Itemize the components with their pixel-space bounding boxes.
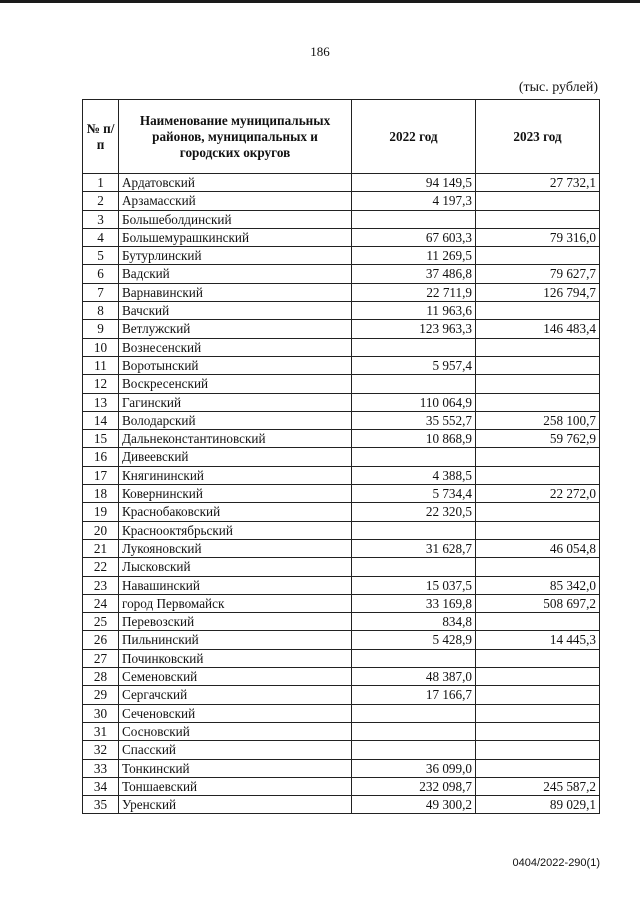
row-number: 21 [83, 539, 119, 557]
value-2022 [352, 521, 476, 539]
district-name: город Первомайск [119, 594, 352, 612]
district-name: Дальнеконстантиновский [119, 430, 352, 448]
row-number: 22 [83, 558, 119, 576]
table-row [83, 283, 600, 301]
value-2022: 49 300,2 [352, 796, 476, 814]
district-name: Лысковский [119, 558, 352, 576]
table-row [83, 539, 600, 557]
row-number: 26 [83, 631, 119, 649]
district-name: Пильнинский [119, 631, 352, 649]
row-number: 19 [83, 503, 119, 521]
district-name: Ардатовский [119, 174, 352, 192]
table-row [83, 521, 600, 539]
value-2022: 5 957,4 [352, 356, 476, 374]
table-row [83, 503, 600, 521]
district-name: Дивеевский [119, 448, 352, 466]
value-2023: 79 316,0 [476, 228, 600, 246]
value-2023 [476, 558, 600, 576]
header-2022: 2022 год [352, 100, 476, 174]
row-number: 24 [83, 594, 119, 612]
value-2023 [476, 192, 600, 210]
row-number: 34 [83, 777, 119, 795]
district-name: Вадский [119, 265, 352, 283]
value-2023: 89 029,1 [476, 796, 600, 814]
district-name: Воротынский [119, 356, 352, 374]
table-row [83, 174, 600, 192]
header-number: № п/п [83, 100, 119, 174]
value-2023 [476, 521, 600, 539]
table-row [83, 631, 600, 649]
value-2023 [476, 393, 600, 411]
value-2022: 22 711,9 [352, 283, 476, 301]
value-2022: 10 868,9 [352, 430, 476, 448]
district-name: Тоншаевский [119, 777, 352, 795]
district-name: Большемурашкинский [119, 228, 352, 246]
value-2023: 146 483,4 [476, 320, 600, 338]
district-name: Воскресенский [119, 375, 352, 393]
row-number: 27 [83, 649, 119, 667]
value-2023: 126 794,7 [476, 283, 600, 301]
value-2022: 4 388,5 [352, 466, 476, 484]
district-name: Арзамасский [119, 192, 352, 210]
value-2023 [476, 356, 600, 374]
row-number: 14 [83, 411, 119, 429]
row-number: 17 [83, 466, 119, 484]
table-row [83, 228, 600, 246]
value-2022: 31 628,7 [352, 539, 476, 557]
row-number: 9 [83, 320, 119, 338]
table-row [83, 430, 600, 448]
value-2022: 5 734,4 [352, 485, 476, 503]
value-2022: 67 603,3 [352, 228, 476, 246]
value-2022 [352, 338, 476, 356]
value-2022: 15 037,5 [352, 576, 476, 594]
row-number: 15 [83, 430, 119, 448]
budget-table [82, 99, 600, 814]
district-name: Краснобаковский [119, 503, 352, 521]
value-2023: 46 054,8 [476, 539, 600, 557]
value-2022: 110 064,9 [352, 393, 476, 411]
table-row [83, 777, 600, 795]
table-row [83, 265, 600, 283]
district-name: Сосновский [119, 722, 352, 740]
table-row [83, 247, 600, 265]
district-name: Княгининский [119, 466, 352, 484]
table-row [83, 210, 600, 228]
value-2022: 11 963,6 [352, 302, 476, 320]
value-2023: 27 732,1 [476, 174, 600, 192]
district-name: Тонкинский [119, 759, 352, 777]
district-name: Уренский [119, 796, 352, 814]
value-2022: 4 197,3 [352, 192, 476, 210]
value-2022 [352, 448, 476, 466]
value-2022: 5 428,9 [352, 631, 476, 649]
value-2022 [352, 375, 476, 393]
row-number: 31 [83, 722, 119, 740]
top-border-line [0, 0, 640, 3]
header-2023: 2023 год [476, 100, 600, 174]
row-number: 32 [83, 741, 119, 759]
row-number: 10 [83, 338, 119, 356]
value-2022: 35 552,7 [352, 411, 476, 429]
district-name: Большеболдинский [119, 210, 352, 228]
district-name: Спасский [119, 741, 352, 759]
district-name: Перевозский [119, 613, 352, 631]
value-2022: 11 269,5 [352, 247, 476, 265]
table-row [83, 668, 600, 686]
row-number: 6 [83, 265, 119, 283]
value-2022: 94 149,5 [352, 174, 476, 192]
value-2023 [476, 448, 600, 466]
value-2023 [476, 649, 600, 667]
table-row [83, 759, 600, 777]
value-2022: 37 486,8 [352, 265, 476, 283]
row-number: 23 [83, 576, 119, 594]
row-number: 28 [83, 668, 119, 686]
value-2022: 123 963,3 [352, 320, 476, 338]
table-row [83, 576, 600, 594]
value-2022: 36 099,0 [352, 759, 476, 777]
row-number: 3 [83, 210, 119, 228]
value-2023 [476, 302, 600, 320]
value-2023 [476, 338, 600, 356]
value-2023: 79 627,7 [476, 265, 600, 283]
table-row [83, 411, 600, 429]
value-2023 [476, 375, 600, 393]
table-row [83, 594, 600, 612]
value-2023: 59 762,9 [476, 430, 600, 448]
table-row [83, 320, 600, 338]
value-2022: 834,8 [352, 613, 476, 631]
district-name: Ветлужский [119, 320, 352, 338]
table-row [83, 649, 600, 667]
table-row [83, 613, 600, 631]
value-2023: 22 272,0 [476, 485, 600, 503]
table-row [83, 466, 600, 484]
value-2023: 85 342,0 [476, 576, 600, 594]
district-name: Починковский [119, 649, 352, 667]
table-row [83, 375, 600, 393]
value-2023 [476, 247, 600, 265]
value-2023 [476, 741, 600, 759]
value-2023 [476, 668, 600, 686]
page-number: 186 [310, 44, 330, 59]
value-2022 [352, 741, 476, 759]
row-number: 2 [83, 192, 119, 210]
value-2023 [476, 759, 600, 777]
row-number: 25 [83, 613, 119, 631]
value-2023 [476, 704, 600, 722]
row-number: 16 [83, 448, 119, 466]
row-number: 7 [83, 283, 119, 301]
table-row [83, 448, 600, 466]
value-2022: 33 169,8 [352, 594, 476, 612]
district-name: Краснооктябрьский [119, 521, 352, 539]
district-name: Сергачский [119, 686, 352, 704]
table-row [83, 356, 600, 374]
value-2023 [476, 613, 600, 631]
district-name: Володарский [119, 411, 352, 429]
value-2023 [476, 503, 600, 521]
value-2023: 258 100,7 [476, 411, 600, 429]
value-2023 [476, 210, 600, 228]
value-2023 [476, 686, 600, 704]
row-number: 4 [83, 228, 119, 246]
value-2022: 22 320,5 [352, 503, 476, 521]
row-number: 18 [83, 485, 119, 503]
table-body [83, 174, 600, 814]
row-number: 29 [83, 686, 119, 704]
district-name: Сеченовский [119, 704, 352, 722]
value-2022 [352, 649, 476, 667]
table-row [83, 393, 600, 411]
table-row [83, 722, 600, 740]
row-number: 33 [83, 759, 119, 777]
table-row [83, 302, 600, 320]
table-row [83, 192, 600, 210]
row-number: 12 [83, 375, 119, 393]
table-row [83, 338, 600, 356]
district-name: Навашинский [119, 576, 352, 594]
table-row [83, 796, 600, 814]
value-2023: 508 697,2 [476, 594, 600, 612]
header-name: Наименование муниципальных районов, муниципальных и городских округов [119, 100, 352, 174]
table-row [83, 741, 600, 759]
district-name: Вознесенский [119, 338, 352, 356]
row-number: 8 [83, 302, 119, 320]
row-number: 30 [83, 704, 119, 722]
district-name: Бутурлинский [119, 247, 352, 265]
table-row [83, 686, 600, 704]
row-number: 11 [83, 356, 119, 374]
value-2022: 232 098,7 [352, 777, 476, 795]
unit-note: (тыс. рублей) [518, 80, 598, 95]
row-number: 13 [83, 393, 119, 411]
value-2022 [352, 558, 476, 576]
row-number: 35 [83, 796, 119, 814]
value-2023 [476, 466, 600, 484]
table-header-row [83, 100, 600, 174]
value-2022: 48 387,0 [352, 668, 476, 686]
district-name: Ковернинский [119, 485, 352, 503]
value-2023: 14 445,3 [476, 631, 600, 649]
table-row [83, 485, 600, 503]
district-name: Варнавинский [119, 283, 352, 301]
district-name: Вачский [119, 302, 352, 320]
value-2022: 17 166,7 [352, 686, 476, 704]
row-number: 5 [83, 247, 119, 265]
value-2023 [476, 722, 600, 740]
row-number: 20 [83, 521, 119, 539]
value-2022 [352, 210, 476, 228]
value-2022 [352, 704, 476, 722]
value-2023: 245 587,2 [476, 777, 600, 795]
document-code: 0404/2022-290(1) [512, 857, 600, 869]
district-name: Гагинский [119, 393, 352, 411]
table-row [83, 704, 600, 722]
district-name: Лукояновский [119, 539, 352, 557]
value-2022 [352, 722, 476, 740]
row-number: 1 [83, 174, 119, 192]
table-row [83, 558, 600, 576]
district-name: Семеновский [119, 668, 352, 686]
